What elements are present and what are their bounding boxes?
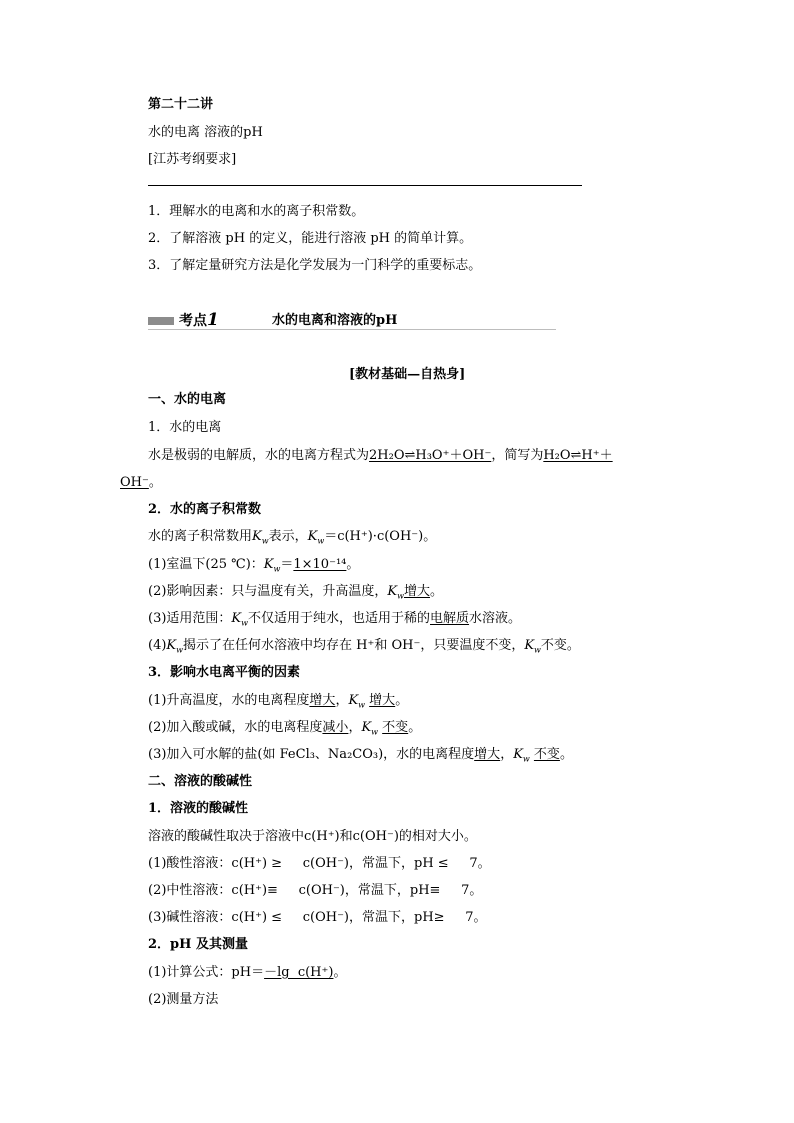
kw-symbol: $K_w$ — [513, 747, 530, 764]
requirement-item: 2．了解溶液 pH 的定义，能进行溶液 pH 的简单计算。 — [148, 231, 473, 246]
text: 表示， — [268, 529, 308, 544]
kw-item-1 — [148, 556, 359, 574]
text: 。 — [333, 965, 347, 980]
part1-sub2: 2．水的离子积常数 — [148, 502, 262, 517]
text: 。 — [430, 584, 444, 599]
text: (3)加入可水解的盐(如 FeCl₃、Na₂CO₃)，水的电离程度 — [148, 747, 475, 762]
kw-definition — [148, 528, 436, 546]
answer-equation: OH⁻ — [120, 475, 149, 490]
text: 不变。 — [540, 638, 580, 653]
requirements-heading: [江苏考纲要求] — [148, 152, 237, 167]
text: 水是极弱的电解质，水的电离方程式为 — [148, 448, 370, 463]
page-title: 水的电离 溶液的pH — [148, 125, 263, 140]
kw-symbol: $K_w$ — [231, 611, 248, 628]
text: ＝ — [280, 557, 294, 572]
answer-value: 不变 — [382, 720, 409, 735]
kw-symbol: $K_w$ — [387, 584, 404, 601]
text: 水溶液。 — [469, 611, 522, 626]
kw-item-4 — [148, 637, 580, 655]
kaodian-label-text: 考点 — [179, 313, 207, 329]
ionization-equation-line — [148, 447, 613, 465]
answer-value: 增大 — [474, 747, 501, 762]
text: (3)适用范围： — [148, 611, 232, 626]
text: (1)室温下(25 ℃)： — [148, 557, 264, 572]
answer-equation: 2H₂O⇌H₃O⁺＋OH⁻ — [369, 448, 492, 463]
ph-formula — [148, 964, 346, 982]
answer-value: 增大 — [369, 693, 396, 708]
ionization-equation-cont — [120, 474, 162, 492]
answer-value: 不变 — [533, 747, 560, 762]
text: 。 — [148, 475, 162, 490]
neutral-solution: (2)中性溶液：c(H⁺)≡ c(OH⁻)，常温下，pH≡ 7。 — [148, 883, 483, 898]
text: ， — [348, 720, 362, 735]
text: ＝c(H⁺)·c(OH⁻)。 — [324, 529, 437, 544]
text: (1)升高温度，水的电离程度 — [148, 693, 310, 708]
section-heading: [教材基础—自热身] — [349, 367, 466, 382]
text: 。 — [395, 693, 409, 708]
answer-value: 电解质 — [430, 611, 470, 626]
part1-sub1: 1．水的电离 — [148, 420, 222, 435]
part2-heading: 二、溶液的酸碱性 — [148, 774, 253, 789]
answer-equation: H₂O⇌H⁺＋ — [543, 448, 613, 463]
kw-symbol: $K_w$ — [348, 693, 366, 710]
text: 揭示了在任何水溶液中均存在 H⁺和 OH⁻，只要温度不变， — [183, 638, 525, 653]
divider — [148, 185, 582, 186]
factor-3 — [148, 746, 573, 764]
requirement-item: 3．了解定量研究方法是化学发展为一门科学的重要标志。 — [148, 258, 482, 273]
text: (1)计算公式：pH＝ — [148, 965, 265, 980]
kw-symbol: $K_w$ — [307, 529, 325, 546]
kw-symbol: $K_w$ — [524, 638, 541, 655]
text: 。 — [346, 557, 360, 572]
text: 。 — [559, 747, 573, 762]
kw-item-2 — [148, 583, 443, 601]
kaodian-bar — [148, 317, 174, 325]
kaodian-label — [179, 311, 219, 330]
factor-2 — [148, 719, 421, 737]
answer-value: －lg c(H⁺) — [264, 965, 334, 980]
acidity-intro: 溶液的酸碱性取决于溶液中c(H⁺)和c(OH⁻)的相对大小。 — [148, 829, 477, 844]
ph-measure: (2)测量方法 — [148, 992, 219, 1007]
text: ， — [335, 693, 349, 708]
answer-value: 增大 — [404, 584, 431, 599]
answer-value: 增大 — [309, 693, 336, 708]
text: ， — [500, 747, 514, 762]
basic-solution: (3)碱性溶液：c(H⁺) ≤ c(OH⁻)，常温下，pH≥ 7。 — [148, 910, 487, 925]
kw-symbol: $K_w$ — [166, 638, 183, 655]
answer-value: 1×10⁻¹⁴ — [293, 557, 347, 572]
part1-heading: 一、水的电离 — [148, 392, 227, 407]
kw-item-3 — [148, 610, 521, 628]
factor-1 — [148, 692, 408, 710]
part2-sub1: 1．溶液的酸碱性 — [148, 801, 249, 816]
kaodian-number: 1 — [207, 310, 219, 330]
text: ，简写为 — [491, 448, 544, 463]
requirement-item: 1．理解水的电离和水的离子积常数。 — [148, 204, 365, 219]
part1-sub3: 3．影响水电离平衡的因素 — [148, 665, 301, 680]
part2-sub2: 2．pH 及其测量 — [148, 937, 248, 952]
text: (2)影响因素：只与温度有关，升高温度， — [148, 584, 388, 599]
kaodian-title: 水的电离和溶液的pH — [272, 313, 398, 328]
kw-symbol: $K_w$ — [252, 529, 269, 546]
text: (4) — [148, 638, 167, 653]
kaodian-rule — [148, 329, 556, 330]
lecture-number: 第二十二讲 — [148, 97, 214, 112]
text: (2)加入酸或碱，水的电离程度 — [148, 720, 323, 735]
acidic-solution: (1)酸性溶液：c(H⁺) ≥ c(OH⁻)，常温下，pH ≤ 7。 — [148, 856, 491, 871]
kw-symbol: $K_w$ — [263, 557, 281, 574]
kw-symbol: $K_w$ — [361, 720, 379, 737]
text: 不仅适用于纯水，也适用于稀的 — [248, 611, 431, 626]
text: 水的离子积常数用 — [148, 529, 253, 544]
text: 。 — [408, 720, 422, 735]
answer-value: 减小 — [322, 720, 349, 735]
